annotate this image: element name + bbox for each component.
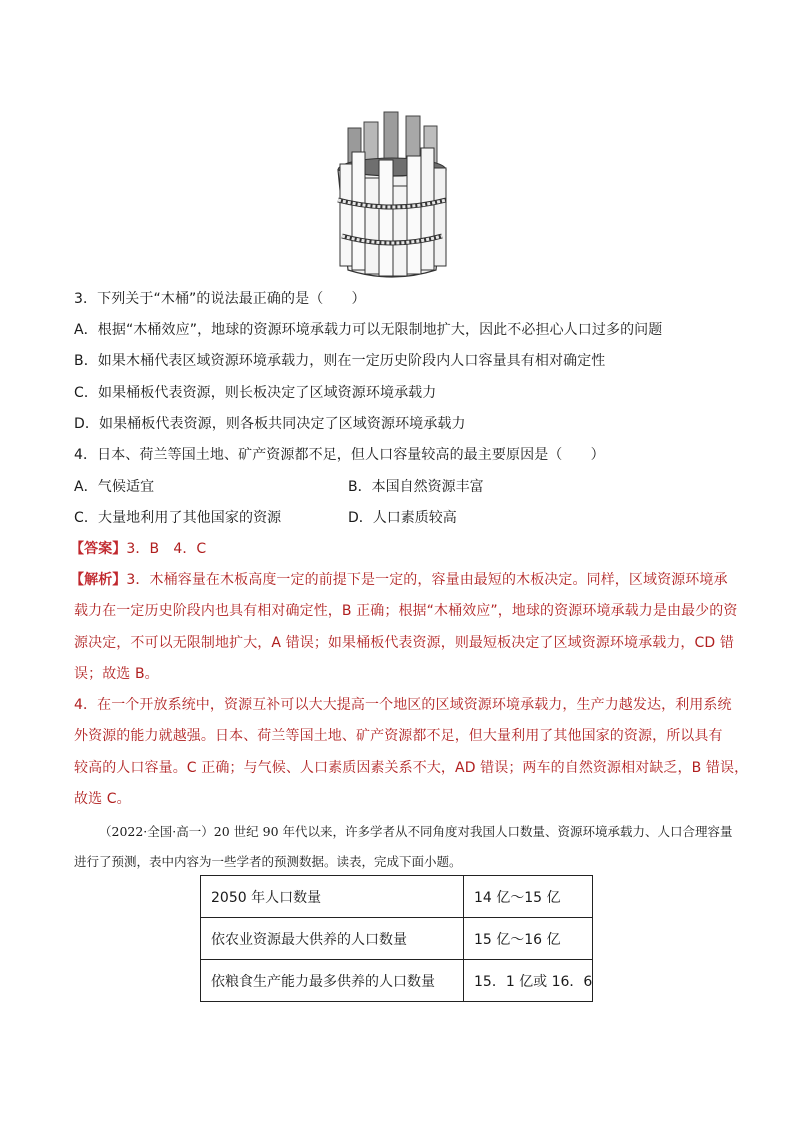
analysis-line-2: 载力在一定历史阶段内也具有相对确定性，B 正确；根据“木桶效应”，地球的资源环境承载力是由最少的资 [74,603,738,619]
table-row [201,918,593,960]
analysis-text-1: 3．木桶容量在木板高度一定的前提下是一定的，容量由最短的木板决定。同样，区域资源环境承 [126,572,728,588]
question-3-stem: 3．下列关于“木桶”的说法最正确的是（ ） [74,291,366,307]
analysis-line-3: 源决定，不可以无限制地扩大，A 错误；如果桶板代表资源，则最短板决定了区域资源环境承载力，CD 错 [74,635,734,651]
table-row [201,876,593,918]
question-4-option-c: C．大量地利用了其他国家的资源 [74,510,282,526]
analysis-line-1 [70,571,728,589]
question-3-option-a: A．根据“木桶效应”，地球的资源环境承载力可以无限制地扩大，因此不必担心人口过多的问题 [74,322,663,338]
table-cell: 依粮食生产能力最多供养的人口数量 [201,960,464,1002]
analysis-tag: 【解析】 [70,572,127,588]
reading-passage: （2022·全国·高一）20 世纪 90 年代以来，许多学者从不同角度对我国人口数量、资源环境承载力、人口合理容量进行了预测，表中内容为一些学者的预测数据。读表，完成下面小题。 [74,824,733,869]
analysis-line-4: 误；故选 B。 [74,666,159,682]
analysis-line-5: 4．在一个开放系统中，资源互补可以大大提高一个地区的区域资源环境承载力，生产力越发达，利用系统 [74,697,732,713]
answer-tag: 【答案】 [70,541,127,557]
prediction-table [200,875,593,1002]
question-3-option-d: D．如果桶板代表资源，则各板共同决定了区域资源环境承载力 [74,416,466,432]
table-cell: 14 亿～15 亿 [464,876,593,918]
analysis-line-6: 外资源的能力就越强。日本、荷兰等国土地、矿产资源都不足，但大量利用了其他国家的资源，所以具有 [74,728,723,744]
answer-text: 3．B 4．C [126,541,207,557]
answer-line [70,540,206,558]
table-cell: 依农业资源最大供养的人口数量 [201,918,464,960]
question-3-option-c: C．如果桶板代表资源，则长板决定了区域资源环境承载力 [74,385,437,401]
analysis-line-8: 故选 C。 [74,791,131,807]
analysis-line-7: 较高的人口容量。C 正确；与气候、人口素质因素关系不大，AD 错误；两车的自然资源相对缺乏，B 错误， [74,760,749,776]
question-3-option-b: B．如果木桶代表区域资源环境承载力，则在一定历史阶段内人口容量具有相对确定性 [74,353,606,369]
table-cell: 15．1 亿或 16．6 [464,960,593,1002]
question-4-option-a: A．气候适宜 [74,479,155,495]
question-4-stem: 4．日本、荷兰等国土地、矿产资源都不足，但人口容量较高的最主要原因是（ ） [74,447,605,463]
table-cell: 2050 年人口数量 [201,876,464,918]
question-4-option-d: D．人口素质较高 [348,510,457,526]
question-4-option-b: B．本国自然资源丰富 [348,479,484,495]
table-row [201,960,593,1002]
wooden-barrel-illustration [326,108,458,284]
table-cell: 15 亿～16 亿 [464,918,593,960]
